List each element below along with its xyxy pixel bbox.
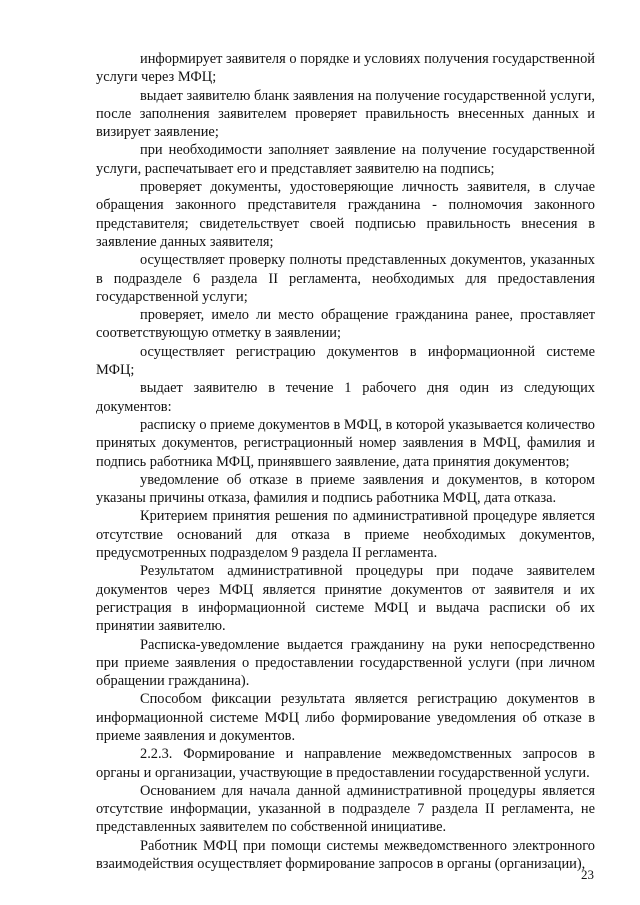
paragraph: осуществляет проверку полноты представленных документов, указанных в подразделе 6 раздела II регламента, необходимых для предоставления государственной услуги; — [96, 252, 595, 305]
paragraph: Работник МФЦ при помощи системы межведомственного электронного взаимодействия осуществляет формирование запросов в органы (организации), — [96, 837, 595, 873]
paragraph: проверяет документы, удостоверяющие личность заявителя, в случае обращения законного представителя гражданина - полномочия законного представителя; свидетельствует своей подписью правильность внесения в заявление данных заявителя; — [96, 179, 595, 250]
paragraph: Расписка-уведомление выдается гражданину на руки непосредственно при приеме заявления о предоставлении государственной услуги (при личном обращении гражданина). — [96, 636, 595, 690]
paragraph: информирует заявителя о порядке и условиях получения государственной услуги через МФЦ; — [96, 51, 595, 86]
paragraph: Основанием для начала данной административной процедуры является отсутствие информации, указанной в подразделе 7 раздела II регламента, не представленных заявителем по собственной инициативе. — [96, 782, 595, 836]
paragraph: Способом фиксации результата является регистрацию документов в информационной системе МФЦ либо формирование уведомления об отказе в приеме заявления и документов. — [96, 691, 595, 744]
section-heading-2-2-3: 2.2.3. Формирование и направление межведомственных запросов в органы и организации, участвующие в предоставлении государственной услуги. — [96, 746, 595, 781]
paragraph: Результатом административной процедуры при подаче заявителем документов через МФЦ является принятие документов от заявителя и их регистрация в информационной системе МФЦ и выдача расписки об их принятии заявителю. — [96, 563, 595, 635]
paragraph: Критерием принятия решения по административной процедуре является отсутствие оснований для отказа в приеме необходимых документов, предусмотренных подразделом 9 раздела II регламента. — [96, 508, 595, 562]
paragraph: проверяет, имело ли место обращение гражданина ранее, проставляет соответствующую отметку в заявлении; — [96, 307, 595, 342]
paragraph: при необходимости заполняет заявление на получение государственной услуги, распечатывает его и представляет заявителю на подпись; — [96, 142, 595, 177]
paragraph: выдает заявителю в течение 1 рабочего дня один из следующих документов: — [96, 380, 595, 415]
page-number: 23 — [581, 867, 594, 882]
paragraph: выдает заявителю бланк заявления на получение государственной услуги, после заполнения заявителем проверяет правильность внесенных данных и визирует заявление; — [96, 87, 595, 141]
paragraph: уведомление об отказе в приеме заявления и документов, в котором указаны причины отказа, фамилия и подпись работника МФЦ, дата отказа. — [96, 471, 595, 507]
document-body — [96, 50, 595, 873]
paragraph: расписку о приеме документов в МФЦ, в которой указывается количество принятых документов, регистрационный номер заявления в МФЦ, фамилия и подпись работника МФЦ, принявшего заявление, дата принятия документов; — [96, 416, 595, 470]
paragraph: осуществляет регистрацию документов в информационной системе МФЦ; — [96, 343, 595, 379]
